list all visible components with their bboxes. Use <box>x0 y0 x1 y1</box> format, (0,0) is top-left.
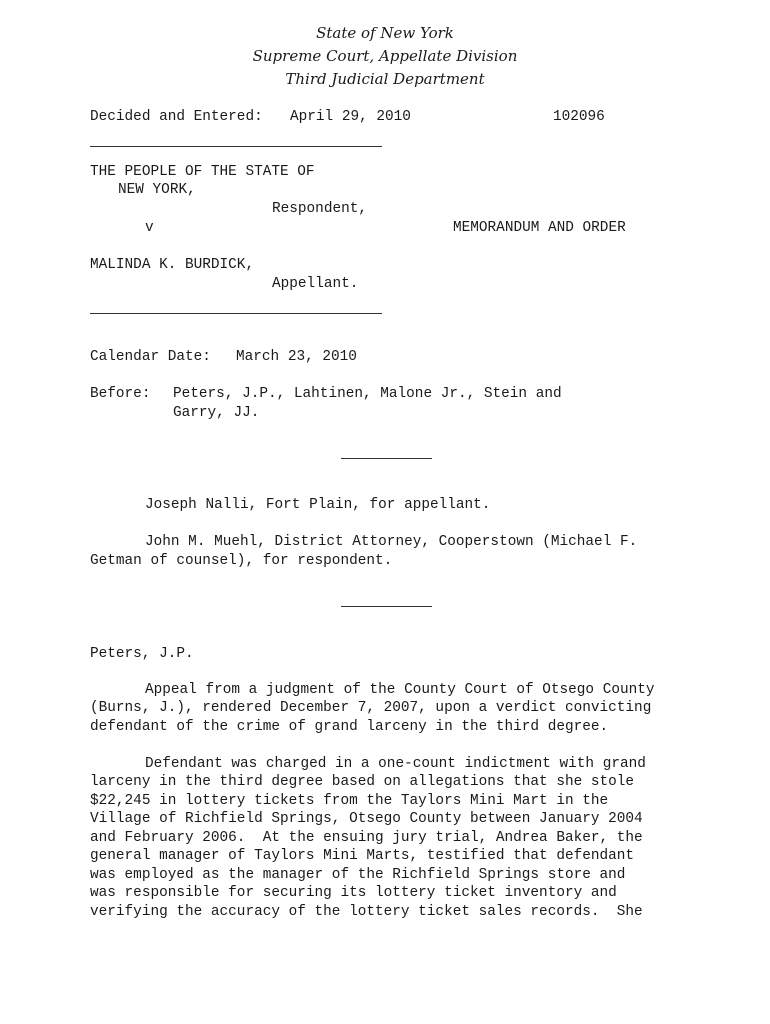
plaintiff-line1: THE PEOPLE OF THE STATE OF <box>90 164 315 180</box>
decided-date: April 29, 2010 <box>290 109 411 125</box>
calendar-label: Calendar Date: <box>90 349 211 365</box>
paragraph-line: Defendant was charged in a one-count indictment with grand <box>145 756 646 772</box>
defendant-role: Appellant. <box>272 276 359 292</box>
before-label: Before: <box>90 386 151 402</box>
paragraph-line: larceny in the third degree based on allegations that she stole <box>90 774 635 790</box>
counsel-appellant: Joseph Nalli, Fort Plain, for appellant. <box>145 497 491 513</box>
paragraph-line: verifying the accuracy of the lottery ticket sales records. She <box>90 904 643 920</box>
versus: v <box>145 220 154 236</box>
counsel-respondent-line1: John M. Muehl, District Attorney, Cooperstown (Michael F. <box>145 534 638 550</box>
plaintiff-role: Respondent, <box>272 201 367 217</box>
paragraph-line: (Burns, J.), rendered December 7, 2007, upon a verdict convicting <box>90 700 652 716</box>
document-title: MEMORANDUM AND ORDER <box>453 220 626 236</box>
docket-number: 102096 <box>553 109 605 125</box>
caption-top-rule <box>90 146 382 147</box>
opinion-author: Peters, J.P. <box>90 646 194 662</box>
paragraph-line: was responsible for securing its lottery ticket inventory and <box>90 885 617 901</box>
paragraph-line: defendant of the crime of grand larceny in the third degree. <box>90 719 609 735</box>
paragraph-line: Appeal from a judgment of the County Court of Otsego County <box>145 682 655 698</box>
before-line1: Peters, J.P., Lahtinen, Malone Jr., Stein and <box>173 386 562 402</box>
paragraph-line: Village of Richfield Springs, Otsego County between January 2004 <box>90 811 643 827</box>
court-state: State of New York <box>316 24 454 42</box>
section-rule-2 <box>341 606 432 607</box>
paragraph-line: and February 2006. At the ensuing jury trial, Andrea Baker, the <box>90 830 643 846</box>
section-rule-1 <box>341 458 432 459</box>
court-name: Supreme Court, Appellate Division <box>252 47 518 65</box>
decided-label: Decided and Entered: <box>90 109 263 125</box>
paragraph-line: was employed as the manager of the Richfield Springs store and <box>90 867 626 883</box>
paragraph-line: general manager of Taylors Mini Marts, testified that defendant <box>90 848 635 864</box>
before-line2: Garry, JJ. <box>173 405 260 421</box>
defendant-name: MALINDA K. BURDICK, <box>90 257 255 273</box>
counsel-respondent-line2: Getman of counsel), for respondent. <box>90 553 393 569</box>
calendar-date: March 23, 2010 <box>236 349 357 365</box>
court-department: Third Judicial Department <box>285 70 485 88</box>
caption-bottom-rule <box>90 313 382 314</box>
plaintiff-line2: NEW YORK, <box>118 182 196 198</box>
paragraph-line: $22,245 in lottery tickets from the Taylors Mini Mart in the <box>90 793 609 809</box>
